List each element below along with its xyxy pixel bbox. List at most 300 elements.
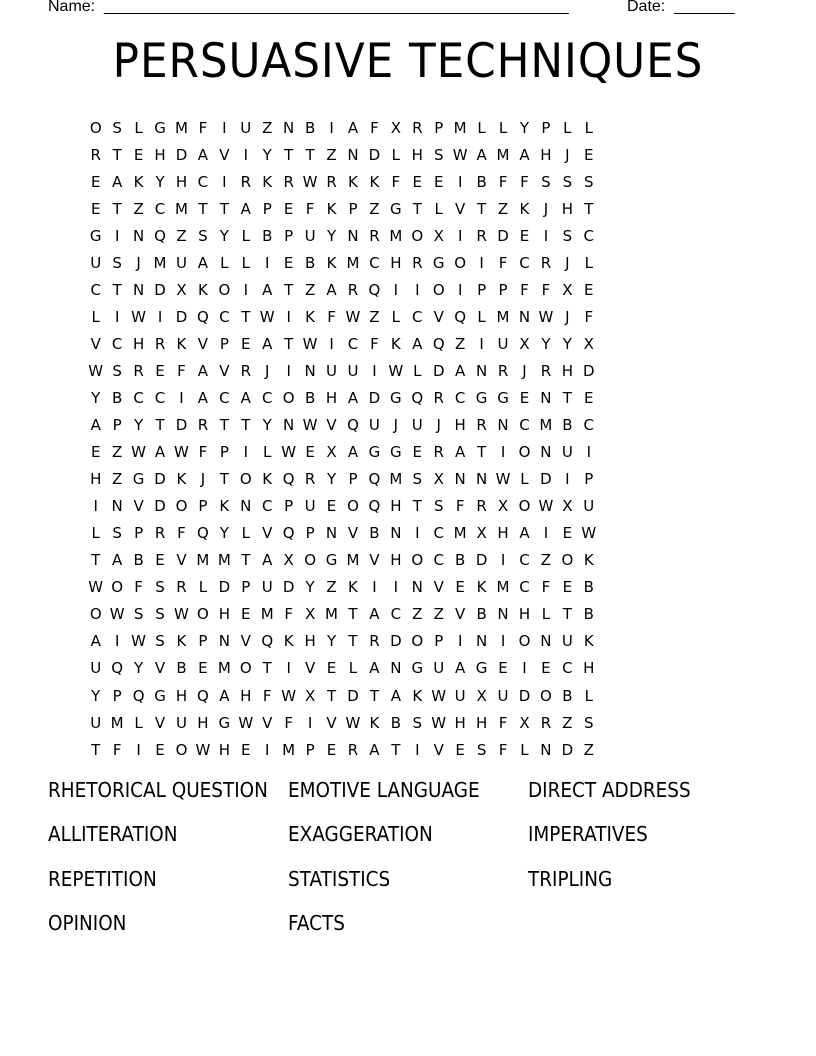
- grid-letter: P: [305, 524, 315, 543]
- grid-letter: A: [347, 388, 359, 407]
- grid-letter: U: [175, 713, 187, 732]
- grid-letter: P: [541, 118, 551, 137]
- grid-letter: L: [263, 443, 272, 462]
- grid-letter: U: [90, 253, 102, 272]
- grid-letter: I: [543, 226, 549, 245]
- grid-letter: X: [519, 334, 530, 353]
- grid-letter: W: [581, 524, 597, 543]
- grid-letter: H: [154, 145, 166, 164]
- grid-letter: M: [260, 605, 274, 624]
- grid-letter: H: [454, 416, 466, 435]
- grid-letter: W: [131, 443, 147, 462]
- grid-letter: A: [219, 686, 230, 705]
- grid-letter: M: [496, 145, 510, 164]
- grid-letter: M: [346, 551, 360, 570]
- grid-letter: B: [133, 551, 144, 570]
- grid-letter: E: [455, 578, 465, 597]
- grid-letter: N: [304, 361, 316, 380]
- grid-letter: R: [176, 578, 187, 597]
- grid-letter: R: [412, 118, 423, 137]
- grid-letter: A: [90, 632, 101, 651]
- grid-letter: A: [262, 551, 273, 570]
- grid-letter: C: [390, 605, 402, 624]
- grid-letter: L: [391, 145, 401, 164]
- grid-letter: J: [200, 470, 206, 489]
- grid-letter: A: [112, 172, 123, 191]
- grid-letter: M: [110, 713, 124, 732]
- grid-letter: H: [175, 686, 188, 705]
- grid-letter: T: [241, 551, 251, 570]
- grid-letter: W: [495, 470, 511, 489]
- grid-letter: W: [109, 605, 125, 624]
- grid-letter: Z: [455, 334, 466, 353]
- grid-letter: N: [347, 145, 359, 164]
- grid-row: [85, 439, 600, 466]
- grid-letter: W: [174, 443, 189, 462]
- grid-letter: O: [411, 632, 424, 651]
- grid-letter: E: [455, 740, 465, 759]
- grid-letter: J: [565, 307, 570, 326]
- grid-letter: J: [136, 253, 141, 272]
- grid-row: [85, 736, 600, 763]
- grid-letter: D: [175, 416, 188, 435]
- grid-letter: Y: [519, 118, 530, 137]
- grid-letter: D: [368, 145, 381, 164]
- grid-letter: Q: [154, 226, 166, 245]
- grid-letter: N: [497, 416, 509, 435]
- grid-letter: E: [283, 199, 294, 218]
- grid-letter: K: [476, 578, 487, 597]
- grid-letter: S: [133, 605, 144, 624]
- grid-letter: G: [154, 686, 166, 705]
- grid-row: [85, 303, 600, 330]
- grid-letter: Q: [368, 280, 381, 299]
- grid-letter: R: [154, 334, 166, 353]
- grid-letter: L: [520, 470, 529, 489]
- grid-letter: P: [198, 632, 208, 651]
- grid-letter: U: [497, 334, 509, 353]
- grid-letter: R: [433, 443, 444, 462]
- grid-letter: L: [134, 713, 143, 732]
- grid-letter: P: [198, 497, 208, 516]
- grid-letter: V: [90, 334, 101, 353]
- grid-letter: V: [219, 361, 230, 380]
- grid-letter: I: [329, 334, 334, 353]
- grid-letter: W: [88, 578, 104, 597]
- grid-letter: P: [219, 334, 229, 353]
- grid-letter: V: [240, 632, 251, 651]
- grid-letter: L: [91, 307, 100, 326]
- grid-letter: Q: [111, 659, 124, 678]
- grid-letter: I: [543, 524, 549, 543]
- grid-letter: T: [284, 280, 294, 299]
- grid-letter: C: [90, 280, 101, 299]
- grid-letter: R: [433, 388, 444, 407]
- grid-letter: P: [305, 740, 315, 759]
- grid-letter: S: [198, 226, 208, 245]
- grid-letter: I: [286, 307, 291, 326]
- grid-letter: I: [114, 307, 120, 326]
- grid-letter: D: [540, 470, 552, 489]
- grid-letter: R: [90, 145, 101, 164]
- grid-row: [85, 709, 600, 736]
- grid-letter: F: [198, 118, 208, 137]
- grid-letter: X: [304, 605, 316, 624]
- grid-letter: G: [218, 713, 231, 732]
- grid-letter: J: [565, 253, 570, 272]
- grid-letter: N: [390, 659, 402, 678]
- grid-letter: R: [497, 361, 509, 380]
- grid-letter: Y: [326, 632, 337, 651]
- grid-letter: C: [197, 172, 209, 191]
- grid-letter: V: [133, 497, 144, 516]
- grid-letter: R: [369, 632, 380, 651]
- grid-letter: O: [411, 226, 424, 245]
- grid-letter: S: [112, 253, 122, 272]
- grid-letter: E: [90, 443, 101, 462]
- grid-letter: N: [540, 632, 552, 651]
- grid-letter: Y: [219, 524, 229, 543]
- grid-letter: T: [241, 416, 251, 435]
- grid-letter: O: [518, 497, 531, 516]
- grid-row: [85, 520, 600, 547]
- grid-letter: Y: [91, 388, 101, 407]
- grid-letter: Z: [112, 443, 123, 462]
- grid-letter: L: [498, 118, 508, 137]
- grid-letter: O: [175, 497, 188, 516]
- grid-letter: Y: [219, 226, 229, 245]
- grid-letter: B: [562, 686, 573, 705]
- grid-letter: P: [477, 280, 487, 299]
- grid-letter: U: [347, 361, 359, 380]
- grid-letter: H: [304, 632, 316, 651]
- grid-letter: I: [243, 145, 248, 164]
- grid-letter: R: [476, 226, 487, 245]
- grid-letter: N: [218, 632, 230, 651]
- grid-letter: Q: [411, 388, 424, 407]
- header: [0, 0, 816, 18]
- grid-letter: C: [433, 551, 444, 570]
- grid-letter: P: [219, 443, 229, 462]
- grid-letter: E: [241, 334, 251, 353]
- grid-letter: L: [541, 605, 551, 624]
- grid-letter: G: [368, 443, 381, 462]
- grid-letter: Z: [262, 118, 273, 137]
- grid-letter: K: [176, 334, 187, 353]
- grid-letter: G: [411, 659, 424, 678]
- grid-letter: E: [155, 551, 165, 570]
- grid-letter: O: [432, 280, 445, 299]
- grid-letter: U: [304, 497, 316, 516]
- grid-letter: X: [326, 443, 337, 462]
- grid-letter: H: [561, 361, 573, 380]
- grid-letter: C: [412, 307, 423, 326]
- grid-letter: D: [347, 686, 359, 705]
- grid-letter: C: [519, 578, 530, 597]
- grid-letter: G: [89, 226, 102, 245]
- grid-letter: R: [369, 226, 380, 245]
- grid-letter: Z: [326, 578, 337, 597]
- grid-letter: N: [411, 578, 423, 597]
- grid-letter: F: [498, 172, 508, 191]
- grid-letter: W: [302, 172, 318, 191]
- grid-letter: C: [583, 226, 595, 245]
- grid-letter: A: [455, 443, 466, 462]
- grid-letter: G: [390, 199, 402, 218]
- grid-letter: N: [283, 118, 295, 137]
- grid-letter: Q: [197, 307, 209, 326]
- grid-row: [85, 466, 600, 493]
- grid-letter: C: [347, 334, 359, 353]
- grid-letter: M: [153, 253, 167, 272]
- grid-letter: H: [90, 470, 102, 489]
- grid-letter: Q: [368, 497, 381, 516]
- grid-letter: P: [134, 524, 144, 543]
- grid-letter: X: [583, 334, 594, 353]
- grid-letter: F: [370, 334, 379, 353]
- grid-letter: Z: [326, 145, 337, 164]
- grid-row: [85, 168, 600, 195]
- grid-letter: E: [562, 578, 573, 597]
- grid-letter: E: [519, 226, 530, 245]
- grid-letter: P: [348, 199, 358, 218]
- grid-letter: T: [412, 497, 422, 516]
- grid-letter: B: [583, 605, 594, 624]
- grid-letter: U: [261, 578, 273, 597]
- grid-letter: C: [154, 199, 166, 218]
- grid-letter: E: [326, 497, 337, 516]
- grid-letter: M: [217, 659, 231, 678]
- grid-letter: T: [348, 605, 358, 624]
- grid-letter: O: [239, 470, 252, 489]
- grid-letter: R: [240, 361, 251, 380]
- grid-letter: H: [175, 172, 188, 191]
- grid-letter: H: [411, 145, 423, 164]
- grid-letter: O: [282, 388, 295, 407]
- word-list-item: DIRECT ADDRESS: [528, 778, 691, 802]
- grid-letter: K: [348, 172, 358, 191]
- grid-letter: A: [369, 659, 380, 678]
- grid-letter: Y: [134, 416, 144, 435]
- grid-letter: K: [412, 686, 423, 705]
- grid-letter: W: [431, 713, 447, 732]
- grid-letter: B: [455, 551, 466, 570]
- grid-letter: N: [390, 524, 402, 543]
- grid-letter: C: [261, 497, 273, 516]
- grid-letter: I: [179, 388, 184, 407]
- grid-letter: U: [90, 713, 102, 732]
- grid-letter: V: [347, 524, 359, 543]
- grid-letter: A: [90, 416, 101, 435]
- grid-letter: C: [433, 524, 444, 543]
- grid-letter: Q: [197, 524, 209, 543]
- grid-letter: J: [436, 416, 441, 435]
- grid-letter: U: [240, 118, 252, 137]
- grid-letter: T: [112, 145, 122, 164]
- grid-letter: I: [457, 226, 463, 245]
- grid-letter: W: [281, 686, 297, 705]
- grid-letter: A: [262, 280, 273, 299]
- grid-letter: R: [240, 172, 251, 191]
- name-blank-line: ______________________________________________________: [104, 0, 569, 15]
- grid-letter: U: [454, 686, 466, 705]
- grid-letter: L: [477, 118, 486, 137]
- grid-letter: A: [455, 659, 466, 678]
- grid-letter: T: [284, 334, 294, 353]
- grid-letter: H: [390, 253, 402, 272]
- grid-letter: K: [348, 578, 358, 597]
- grid-letter: O: [175, 740, 188, 759]
- word-list-item: RHETORICAL QUESTION: [48, 778, 268, 802]
- grid-letter: G: [432, 253, 445, 272]
- grid-letter: H: [497, 524, 509, 543]
- grid-row: [85, 682, 600, 709]
- grid-letter: R: [540, 253, 552, 272]
- grid-letter: X: [562, 497, 573, 516]
- grid-letter: E: [412, 443, 423, 462]
- grid-letter: B: [390, 713, 401, 732]
- grid-letter: O: [561, 551, 574, 570]
- grid-letter: I: [372, 361, 377, 380]
- grid-letter: S: [155, 578, 165, 597]
- grid-letter: B: [476, 605, 487, 624]
- grid-letter: N: [111, 497, 123, 516]
- grid-letter: W: [131, 632, 147, 651]
- grid-letter: T: [219, 416, 229, 435]
- grid-letter: I: [500, 551, 506, 570]
- grid-letter: L: [241, 226, 250, 245]
- grid-row: [85, 249, 600, 276]
- grid-letter: N: [540, 388, 552, 407]
- grid-letter: C: [519, 551, 530, 570]
- grid-letter: Z: [133, 199, 144, 218]
- grid-letter: O: [89, 605, 102, 624]
- grid-letter: W: [538, 497, 554, 516]
- grid-letter: X: [433, 470, 444, 489]
- grid-row: [85, 493, 600, 520]
- grid-letter: L: [584, 686, 593, 705]
- grid-letter: F: [327, 307, 336, 326]
- grid-row: [85, 222, 600, 249]
- grid-letter: Z: [562, 713, 573, 732]
- grid-letter: E: [155, 361, 165, 380]
- grid-letter: W: [281, 443, 297, 462]
- grid-letter: C: [369, 253, 380, 272]
- grid-letter: L: [434, 199, 443, 218]
- grid-letter: Y: [262, 145, 272, 164]
- grid-letter: Z: [540, 551, 552, 570]
- grid-letter: B: [262, 226, 273, 245]
- grid-letter: M: [346, 253, 360, 272]
- grid-letter: D: [497, 226, 509, 245]
- grid-letter: D: [368, 388, 381, 407]
- grid-letter: D: [390, 632, 402, 651]
- grid-letter: A: [326, 280, 337, 299]
- grid-letter: Q: [282, 524, 295, 543]
- grid-row: [85, 412, 600, 439]
- grid-letter: I: [307, 713, 313, 732]
- grid-letter: M: [325, 605, 338, 624]
- grid-letter: N: [540, 740, 552, 759]
- grid-letter: C: [111, 334, 123, 353]
- grid-letter: M: [217, 551, 231, 570]
- grid-letter: W: [431, 686, 447, 705]
- grid-letter: N: [475, 361, 488, 380]
- word-list-item: STATISTICS: [288, 866, 391, 891]
- grid-letter: T: [91, 551, 101, 570]
- grid-letter: M: [389, 226, 403, 245]
- grid-letter: S: [155, 605, 165, 624]
- grid-letter: E: [584, 280, 594, 299]
- grid-letter: W: [131, 307, 147, 326]
- grid-letter: D: [583, 361, 595, 380]
- grid-letter: S: [112, 524, 122, 543]
- grid-letter: P: [348, 470, 358, 489]
- grid-letter: Q: [132, 686, 145, 705]
- grid-letter: K: [133, 172, 144, 191]
- grid-letter: V: [154, 713, 166, 732]
- grid-letter: I: [522, 659, 527, 678]
- grid-letter: A: [369, 605, 380, 624]
- grid-letter: I: [329, 118, 334, 137]
- grid-letter: Q: [347, 416, 359, 435]
- grid-letter: Y: [326, 226, 337, 245]
- grid-letter: T: [219, 470, 229, 489]
- grid-letter: Z: [112, 470, 123, 489]
- grid-row: [85, 141, 600, 168]
- grid-letter: F: [284, 605, 293, 624]
- grid-letter: Q: [368, 470, 381, 489]
- grid-letter: M: [453, 524, 467, 543]
- grid-letter: T: [262, 659, 272, 678]
- grid-letter: E: [198, 659, 208, 678]
- grid-letter: G: [154, 118, 166, 137]
- grid-letter: D: [154, 470, 166, 489]
- grid-letter: E: [412, 172, 423, 191]
- grid-letter: A: [476, 145, 487, 164]
- grid-letter: D: [518, 686, 531, 705]
- grid-letter: N: [475, 632, 488, 651]
- grid-letter: C: [454, 388, 466, 407]
- grid-letter: Q: [282, 470, 295, 489]
- word-list-item: TRIPLING: [528, 866, 613, 891]
- grid-letter: A: [347, 118, 359, 137]
- grid-letter: E: [90, 172, 101, 191]
- grid-letter: R: [347, 740, 359, 759]
- grid-letter: G: [325, 551, 338, 570]
- grid-letter: H: [218, 740, 230, 759]
- word-list-row: [48, 911, 768, 955]
- grid-letter: D: [154, 497, 166, 516]
- grid-letter: H: [540, 145, 552, 164]
- grid-letter: I: [136, 740, 141, 759]
- grid-letter: I: [372, 578, 377, 597]
- grid-letter: Z: [176, 226, 187, 245]
- grid-letter: X: [304, 686, 316, 705]
- grid-letter: R: [154, 524, 166, 543]
- grid-letter: O: [347, 497, 359, 516]
- grid-letter: I: [500, 443, 506, 462]
- grid-letter: T: [112, 199, 122, 218]
- grid-letter: V: [197, 334, 209, 353]
- grid-letter: T: [477, 443, 487, 462]
- grid-letter: I: [586, 443, 591, 462]
- grid-letter: P: [434, 118, 444, 137]
- grid-letter: T: [219, 199, 229, 218]
- grid-letter: K: [369, 713, 380, 732]
- grid-letter: V: [455, 605, 466, 624]
- grid-letter: F: [498, 740, 508, 759]
